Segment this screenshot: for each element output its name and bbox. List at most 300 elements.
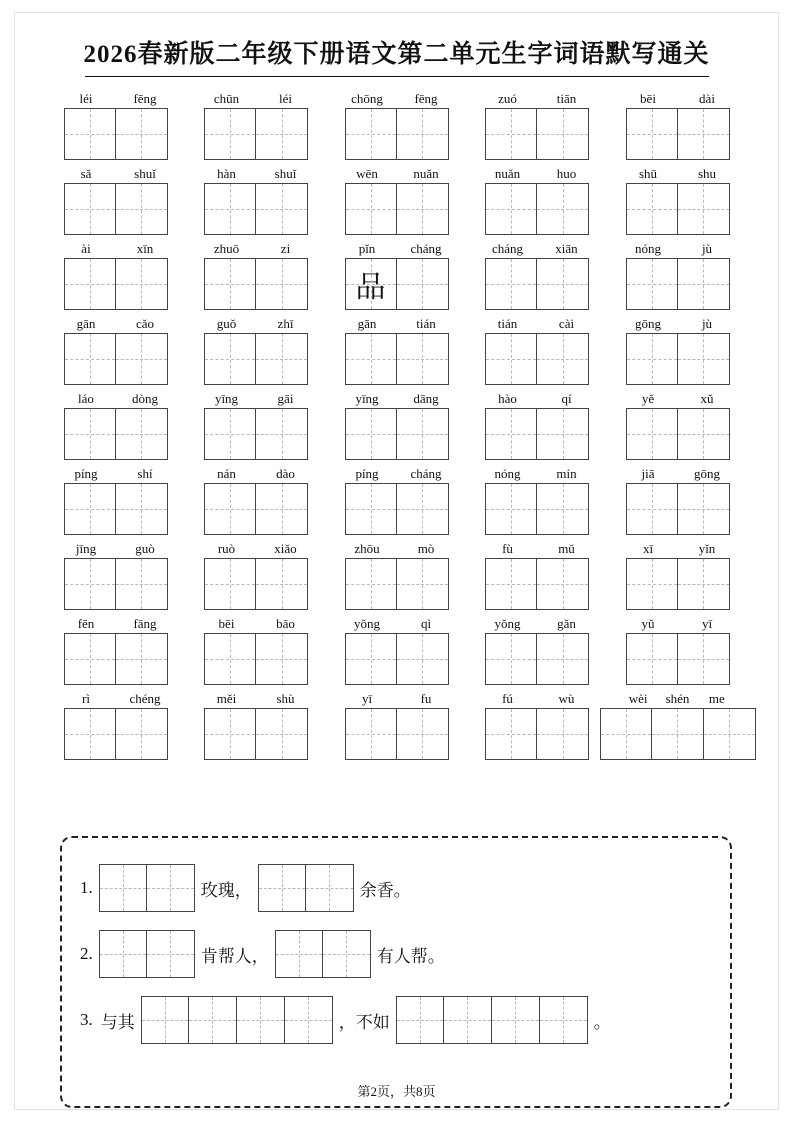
- pinyin-syllable: láo: [78, 391, 94, 406]
- tianzige-char: [346, 559, 396, 609]
- tianzige-box[interactable]: [237, 996, 285, 1044]
- tianzige-char: [346, 184, 396, 234]
- tianzige-box[interactable]: [345, 108, 397, 160]
- tianzige-char: [205, 409, 255, 459]
- tianzige-box[interactable]: [345, 708, 397, 760]
- tianzige-char: [116, 634, 167, 684]
- tianzige-box[interactable]: [116, 483, 168, 535]
- tianzige-group: [600, 708, 756, 760]
- tianzige-box[interactable]: [485, 483, 537, 535]
- tianzige-char: [116, 259, 167, 309]
- word-entry: [338, 541, 456, 610]
- tianzige-char: [537, 259, 588, 309]
- pinyin-syllable: zhī: [277, 316, 294, 331]
- word-row: [57, 241, 737, 310]
- title-underline: [85, 76, 709, 77]
- word-entry: [478, 616, 596, 685]
- tianzige-char: [397, 259, 448, 309]
- tianzige-box[interactable]: [485, 183, 537, 235]
- tianzige-char: [397, 109, 448, 159]
- word-entry: [197, 91, 315, 160]
- tianzige-box[interactable]: [345, 408, 397, 460]
- pinyin-syllable: fēn: [77, 616, 95, 631]
- tianzige-group: [64, 183, 168, 235]
- tianzige-char: [704, 709, 755, 759]
- tianzige-box[interactable]: [141, 996, 189, 1044]
- tianzige-box[interactable]: [275, 930, 323, 978]
- tianzige-group: [626, 633, 730, 685]
- tianzige-box[interactable]: [147, 930, 195, 978]
- word-entry: [619, 316, 737, 385]
- tianzige-char: [116, 184, 167, 234]
- tianzige-box[interactable]: [116, 633, 168, 685]
- pinyin-syllable: xiān: [555, 241, 578, 256]
- tianzige-box[interactable]: [492, 996, 540, 1044]
- tianzige-char: [627, 484, 677, 534]
- tianzige-char: [65, 259, 115, 309]
- word-entry: [478, 691, 596, 760]
- pinyin-syllable: wèi: [628, 691, 648, 706]
- sentence-number: 3.: [80, 1010, 93, 1029]
- tianzige-char: [627, 184, 677, 234]
- tianzige-char: [486, 259, 536, 309]
- tianzige-box[interactable]: [678, 408, 730, 460]
- pinyin-syllable: shuǐ: [274, 166, 297, 181]
- tianzige-char: [346, 409, 396, 459]
- word-entry: [197, 691, 315, 760]
- word-entry: [57, 391, 175, 460]
- tianzige-box[interactable]: [678, 258, 730, 310]
- pinyin-label: [197, 241, 315, 258]
- pinyin-syllable: yīng: [355, 391, 379, 406]
- tianzige-box[interactable]: [485, 558, 537, 610]
- sentence-tianzige-group: [141, 996, 333, 1044]
- pinyin-label: [338, 316, 456, 333]
- tianzige-box[interactable]: [204, 483, 256, 535]
- pinyin-label: [57, 541, 175, 558]
- tianzige-char: [537, 634, 588, 684]
- sentence-tianzige-group: [396, 996, 588, 1044]
- tianzige-box[interactable]: [204, 408, 256, 460]
- word-entry: [478, 166, 596, 235]
- tianzige-box[interactable]: [704, 708, 756, 760]
- sentence-text: 与其: [100, 1012, 135, 1032]
- pinyin-syllable: yǐn: [698, 541, 716, 556]
- tianzige-box[interactable]: [537, 708, 589, 760]
- tianzige-box[interactable]: [323, 930, 371, 978]
- tianzige-char: [256, 409, 307, 459]
- tianzige-char: [256, 709, 307, 759]
- tianzige-box[interactable]: [626, 408, 678, 460]
- tianzige-box[interactable]: [678, 333, 730, 385]
- tianzige-box[interactable]: [345, 183, 397, 235]
- tianzige-box[interactable]: [204, 108, 256, 160]
- tianzige-char: [627, 559, 677, 609]
- tianzige-box[interactable]: [306, 864, 354, 912]
- pinyin-syllable: fu: [420, 691, 432, 706]
- word-entry: [197, 316, 315, 385]
- pinyin-label: [478, 616, 596, 633]
- tianzige-char: [397, 484, 448, 534]
- word-entry: [197, 166, 315, 235]
- pinyin-syllable: gōng: [635, 316, 661, 331]
- pinyin-syllable: jù: [701, 241, 713, 256]
- tianzige-group: [345, 708, 449, 760]
- pinyin-label: [478, 466, 596, 483]
- tianzige-box[interactable]: [626, 633, 678, 685]
- tianzige-box[interactable]: [64, 108, 116, 160]
- pinyin-syllable: jù: [701, 316, 713, 331]
- pinyin-syllable: shí: [137, 466, 153, 481]
- tianzige-box[interactable]: [256, 333, 308, 385]
- tianzige-char: [65, 334, 115, 384]
- tianzige-box[interactable]: [678, 633, 730, 685]
- word-entry: [197, 616, 315, 685]
- tianzige-box[interactable]: [116, 183, 168, 235]
- tianzige-box[interactable]: [99, 930, 147, 978]
- sentence-practice-panel: [60, 836, 732, 1108]
- tianzige-box[interactable]: [204, 183, 256, 235]
- tianzige-box[interactable]: [537, 258, 589, 310]
- tianzige-box[interactable]: [678, 183, 730, 235]
- tianzige-box[interactable]: [485, 258, 537, 310]
- tianzige-box[interactable]: [485, 333, 537, 385]
- pinyin-syllable: qí: [561, 391, 572, 406]
- tianzige-char: [537, 409, 588, 459]
- tianzige-box[interactable]: [678, 483, 730, 535]
- tianzige-group: [64, 258, 168, 310]
- tianzige-box[interactable]: [397, 183, 449, 235]
- sentence-number: 1.: [80, 878, 93, 897]
- pinyin-syllable: hàn: [217, 166, 236, 181]
- pinyin-syllable: jīng: [75, 541, 97, 556]
- tianzige-box[interactable]: [345, 633, 397, 685]
- tianzige-char: [486, 184, 536, 234]
- tianzige-box[interactable]: [64, 558, 116, 610]
- tianzige-box[interactable]: [626, 333, 678, 385]
- tianzige-box[interactable]: [116, 558, 168, 610]
- tianzige-char: [486, 484, 536, 534]
- pinyin-syllable: ài: [81, 241, 91, 256]
- tianzige-char: [65, 484, 115, 534]
- pinyin-syllable: nóng: [494, 466, 521, 481]
- tianzige-box[interactable]: [626, 483, 678, 535]
- tianzige-box[interactable]: [147, 864, 195, 912]
- tianzige-box[interactable]: [64, 333, 116, 385]
- word-entry: [619, 616, 737, 685]
- tianzige-box[interactable]: [626, 108, 678, 160]
- tianzige-box[interactable]: [537, 558, 589, 610]
- pinyin-syllable: dāng: [413, 391, 439, 406]
- tianzige-char: [678, 559, 729, 609]
- pinyin-syllable: ruò: [217, 541, 236, 556]
- tianzige-group: [345, 558, 449, 610]
- tianzige-box[interactable]: [256, 408, 308, 460]
- pinyin-syllable: wēn: [356, 166, 378, 181]
- word-entry: [619, 91, 737, 160]
- word-entry: [197, 466, 315, 535]
- tianzige-box[interactable]: [397, 108, 449, 160]
- tianzige-group: [64, 108, 168, 160]
- pinyin-label: [478, 91, 596, 108]
- tianzige-group: [485, 558, 589, 610]
- word-entry: [57, 91, 175, 160]
- pinyin-label: [57, 391, 175, 408]
- tianzige-box[interactable]: [116, 258, 168, 310]
- pinyin-syllable: yě: [641, 391, 655, 406]
- pinyin-label: [478, 541, 596, 558]
- tianzige-char: [65, 109, 115, 159]
- tianzige-char: [116, 409, 167, 459]
- tianzige-box[interactable]: [64, 183, 116, 235]
- tianzige-char: [346, 334, 396, 384]
- tianzige-group: [626, 258, 730, 310]
- tianzige-char: [116, 109, 167, 159]
- pinyin-syllable: shén: [665, 691, 690, 706]
- tianzige-char: [116, 559, 167, 609]
- tianzige-group: [485, 258, 589, 310]
- pinyin-label: [57, 316, 175, 333]
- tianzige-box[interactable]: [345, 483, 397, 535]
- tianzige-box[interactable]: [204, 708, 256, 760]
- tianzige-box[interactable]: [256, 633, 308, 685]
- tianzige-box[interactable]: [256, 483, 308, 535]
- tianzige-box[interactable]: [256, 558, 308, 610]
- tianzige-box[interactable]: [485, 408, 537, 460]
- tianzige-char: [537, 709, 588, 759]
- tianzige-box[interactable]: [256, 258, 308, 310]
- tianzige-box[interactable]: [345, 333, 397, 385]
- tianzige-group: [626, 108, 730, 160]
- pinyin-label: [197, 391, 315, 408]
- tianzige-char: [205, 634, 255, 684]
- pinyin-syllable: fēng: [133, 91, 157, 106]
- tianzige-group: [626, 483, 730, 535]
- tianzige-box[interactable]: [204, 333, 256, 385]
- tianzige-box[interactable]: [256, 708, 308, 760]
- pinyin-syllable: gāi: [277, 391, 294, 406]
- pinyin-syllable: yīng: [214, 391, 239, 406]
- tianzige-box[interactable]: [116, 408, 168, 460]
- tianzige-box[interactable]: [397, 408, 449, 460]
- pinyin-label: [197, 541, 315, 558]
- tianzige-box[interactable]: [397, 258, 449, 310]
- pinyin-label: [619, 691, 737, 708]
- pinyin-syllable: fú: [502, 691, 513, 706]
- pinyin-syllable: mǔ: [558, 541, 575, 556]
- pinyin-label: [478, 391, 596, 408]
- tianzige-box[interactable]: [64, 258, 116, 310]
- pinyin-syllable: zhuō: [213, 241, 240, 256]
- tianzige-box[interactable]: [626, 183, 678, 235]
- pinyin-syllable: xīn: [136, 241, 154, 256]
- tianzige-box[interactable]: [537, 333, 589, 385]
- tianzige-char: [256, 184, 307, 234]
- sentence-row: [80, 926, 712, 982]
- tianzige-char: [627, 634, 677, 684]
- sentence-number: 2.: [80, 944, 93, 963]
- tianzige-box[interactable]: [204, 633, 256, 685]
- tianzige-group: [64, 408, 168, 460]
- tianzige-box[interactable]: [397, 558, 449, 610]
- pinyin-syllable: nuǎn: [494, 166, 521, 181]
- tianzige-box[interactable]: [397, 483, 449, 535]
- tianzige-box[interactable]: [64, 633, 116, 685]
- tianzige-box[interactable]: [397, 633, 449, 685]
- word-entry: [197, 391, 315, 460]
- tianzige-box[interactable]: [540, 996, 588, 1044]
- pinyin-syllable: nán: [217, 466, 236, 481]
- tianzige-box[interactable]: [256, 108, 308, 160]
- word-entry: [338, 316, 456, 385]
- tianzige-box[interactable]: [678, 108, 730, 160]
- pinyin-label: [338, 541, 456, 558]
- pinyin-syllable: jiā: [641, 466, 655, 481]
- tianzige-box[interactable]: [537, 483, 589, 535]
- word-row: [57, 91, 737, 160]
- word-entry: [619, 166, 737, 235]
- tianzige-box[interactable]: [189, 996, 237, 1044]
- tianzige-box[interactable]: [345, 558, 397, 610]
- tianzige-box[interactable]: [397, 333, 449, 385]
- tianzige-char: [537, 184, 588, 234]
- tianzige-char: [116, 484, 167, 534]
- tianzige-char: [678, 109, 729, 159]
- tianzige-box[interactable]: [626, 258, 678, 310]
- pinyin-syllable: me: [708, 691, 725, 706]
- word-entry: [197, 541, 315, 610]
- pinyin-syllable: gān: [357, 316, 377, 331]
- tianzige-char: [65, 709, 115, 759]
- sentence-row: [80, 860, 712, 916]
- tianzige-group: [64, 708, 168, 760]
- tianzige-box[interactable]: [64, 708, 116, 760]
- pinyin-syllable: xī: [642, 541, 654, 556]
- tianzige-box[interactable]: [537, 408, 589, 460]
- pinyin-syllable: gǎn: [557, 616, 576, 631]
- pinyin-syllable: huo: [556, 166, 577, 181]
- tianzige-box[interactable]: [537, 633, 589, 685]
- tianzige-box[interactable]: [678, 558, 730, 610]
- pinyin-label: [57, 691, 175, 708]
- tianzige-box[interactable]: [204, 258, 256, 310]
- pinyin-syllable: tián: [497, 316, 518, 331]
- tianzige-box[interactable]: [64, 483, 116, 535]
- tianzige-box[interactable]: [485, 108, 537, 160]
- word-row: [57, 166, 737, 235]
- tianzige-box[interactable]: [626, 558, 678, 610]
- sentence-text: 玫瑰，: [200, 880, 252, 900]
- word-entry: [57, 691, 175, 760]
- tianzige-box[interactable]: [99, 864, 147, 912]
- tianzige-char: [397, 559, 448, 609]
- word-entry: [57, 241, 175, 310]
- pinyin-syllable: qì: [420, 616, 432, 631]
- sentence-text: ，不如: [338, 1012, 390, 1032]
- tianzige-box[interactable]: [537, 183, 589, 235]
- tianzige-char: [678, 259, 729, 309]
- tianzige-box[interactable]: [485, 633, 537, 685]
- tianzige-char: [627, 109, 677, 159]
- sentence-text: 肯帮人，: [200, 946, 269, 966]
- pinyin-syllable: cháng: [410, 466, 442, 481]
- tianzige-box[interactable]: [345, 258, 397, 310]
- tianzige-group: [345, 258, 449, 310]
- pinyin-syllable: yī: [701, 616, 713, 631]
- tianzige-char: [397, 409, 448, 459]
- tianzige-box[interactable]: [485, 708, 537, 760]
- pinyin-syllable: měi: [216, 691, 237, 706]
- pinyin-syllable: cǎo: [135, 316, 155, 331]
- pinyin-syllable: gōng: [694, 466, 720, 481]
- pinyin-syllable: bāo: [276, 616, 295, 631]
- tianzige-box[interactable]: [396, 996, 444, 1044]
- pinyin-label: [197, 691, 315, 708]
- tianzige-box[interactable]: [285, 996, 333, 1044]
- tianzige-box[interactable]: [64, 408, 116, 460]
- pinyin-syllable: bēi: [218, 616, 235, 631]
- tianzige-char: [397, 184, 448, 234]
- pinyin-label: [619, 541, 737, 558]
- tianzige-box[interactable]: [116, 108, 168, 160]
- tianzige-char: [65, 559, 115, 609]
- word-entry: [57, 466, 175, 535]
- word-row: [57, 316, 737, 385]
- pinyin-syllable: zuó: [498, 91, 517, 106]
- tianzige-box[interactable]: [600, 708, 652, 760]
- pinyin-label: [338, 241, 456, 258]
- pinyin-syllable: shu: [697, 166, 717, 181]
- pinyin-label: [619, 241, 737, 258]
- tianzige-char: [256, 559, 307, 609]
- tianzige-char: [678, 484, 729, 534]
- pinyin-label: [338, 616, 456, 633]
- tianzige-box[interactable]: [204, 558, 256, 610]
- word-row: [57, 541, 737, 610]
- pinyin-label: [338, 91, 456, 108]
- tianzige-box[interactable]: [256, 183, 308, 235]
- pinyin-label: [619, 391, 737, 408]
- pinyin-label: [338, 391, 456, 408]
- tianzige-box[interactable]: [116, 708, 168, 760]
- tianzige-group: [485, 183, 589, 235]
- tianzige-char: [256, 109, 307, 159]
- tianzige-char: [678, 334, 729, 384]
- word-entry: [478, 541, 596, 610]
- tianzige-group: [345, 483, 449, 535]
- tianzige-char: [65, 184, 115, 234]
- sentence-tianzige-group: [258, 864, 354, 912]
- tianzige-box[interactable]: [116, 333, 168, 385]
- tianzige-box[interactable]: [537, 108, 589, 160]
- pinyin-syllable: shū: [638, 166, 658, 181]
- pinyin-syllable: xǔ: [700, 391, 714, 406]
- page-footer: 第2页，共8页: [357, 1084, 436, 1099]
- tianzige-group: [626, 558, 730, 610]
- tianzige-box[interactable]: [258, 864, 306, 912]
- word-entry: [338, 91, 456, 160]
- tianzige-box[interactable]: [397, 708, 449, 760]
- tianzige-box[interactable]: [652, 708, 704, 760]
- pinyin-syllable: tiān: [556, 91, 577, 106]
- tianzige-char: [486, 709, 536, 759]
- tianzige-group: [64, 483, 168, 535]
- tianzige-box[interactable]: [444, 996, 492, 1044]
- tianzige-group: [64, 633, 168, 685]
- sentence-row: [80, 992, 712, 1048]
- tianzige-group: [345, 408, 449, 460]
- pinyin-syllable: píng: [355, 466, 379, 481]
